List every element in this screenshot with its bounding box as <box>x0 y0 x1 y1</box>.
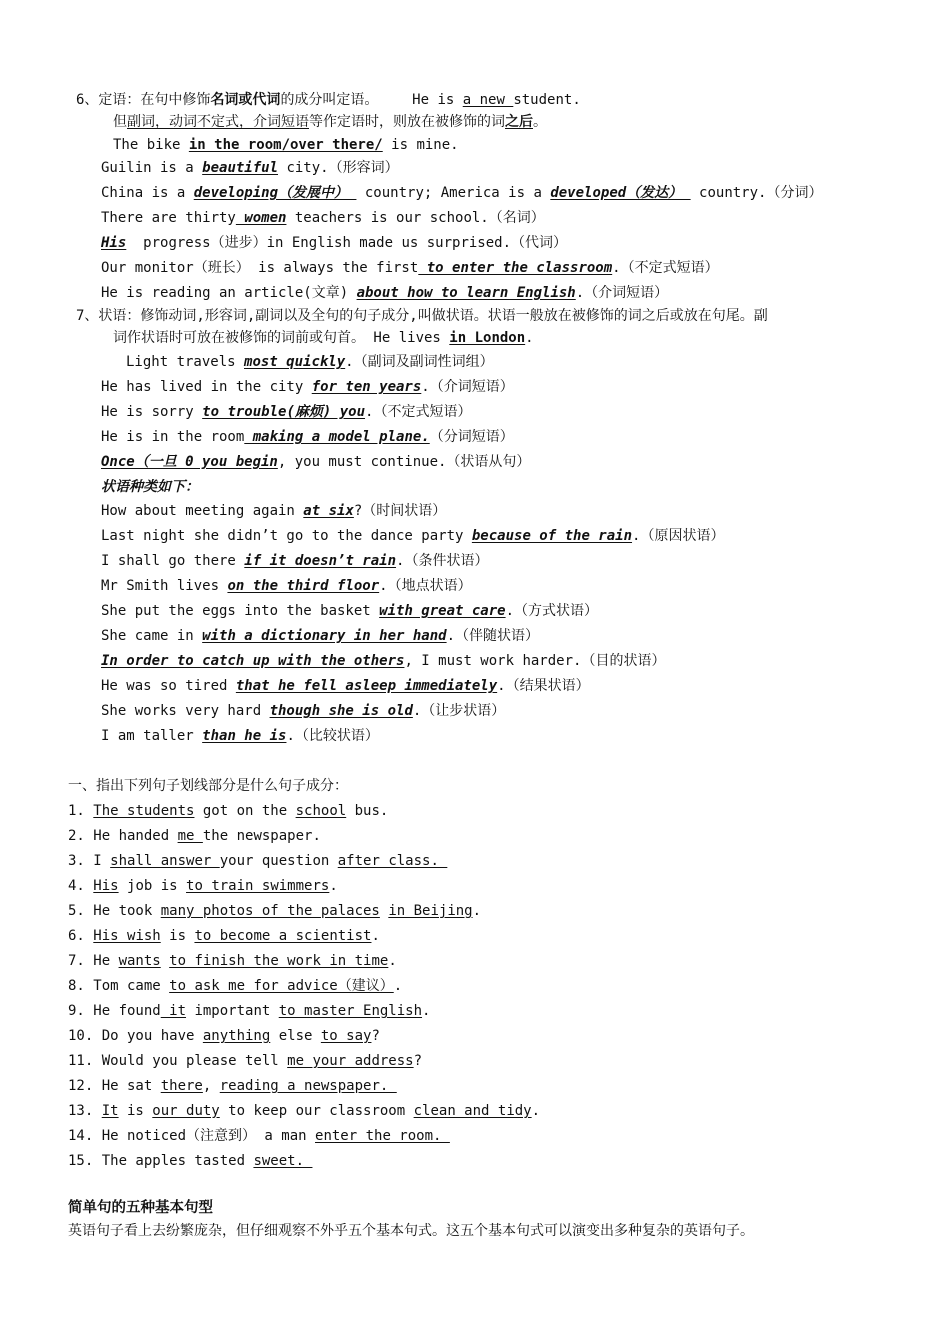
text-line <box>101 208 545 228</box>
underlined-phrase: if it doesn’t rain <box>244 553 397 569</box>
underlined-phrase: to become a scientist <box>194 928 372 944</box>
text-line <box>68 801 388 821</box>
text-segment: 的成分叫定语。 He is <box>280 92 463 108</box>
underlined-phrase: to train swimmers <box>186 878 330 894</box>
text-segment: ? <box>371 1028 380 1044</box>
text-segment: 等作定语时，则放在被修饰的词 <box>309 114 505 130</box>
text-segment: country; America is a <box>356 185 551 201</box>
text-line <box>68 776 348 796</box>
text-segment: .（原因状语） <box>632 528 725 544</box>
underlined-phrase: after class. <box>337 853 448 869</box>
underlined-phrase: to trouble(麻烦) you <box>202 404 366 420</box>
underlined-phrase: there <box>160 1078 203 1094</box>
text-segment: to keep our classroom <box>219 1103 414 1119</box>
text-line <box>68 1076 397 1096</box>
text-line <box>101 551 488 571</box>
text-segment: 11. Would you please tell <box>68 1053 288 1069</box>
text-line <box>101 526 724 546</box>
text-line <box>101 651 665 671</box>
text-segment: Our monitor（班长） is always the first <box>101 260 419 276</box>
text-line <box>101 701 505 721</box>
underlined-phrase: because of the rain <box>471 528 633 544</box>
text-line <box>68 876 338 896</box>
text-segment: 名词或代词 <box>210 92 281 108</box>
text-segment: . <box>531 1103 541 1119</box>
underlined-phrase: clean and tidy <box>413 1103 532 1119</box>
text-segment: . <box>525 330 534 346</box>
text-line <box>68 1051 422 1071</box>
text-line <box>101 601 598 621</box>
text-segment: bus. <box>346 803 389 819</box>
text-segment: teachers is our school.（名词） <box>286 210 545 226</box>
text-segment: He has lived in the city <box>101 379 312 395</box>
underlined-phrase: beautiful <box>202 160 279 176</box>
text-segment: 2. He handed <box>68 828 178 844</box>
underlined-phrase: at six <box>303 503 354 519</box>
text-line <box>101 377 514 397</box>
text-segment: ?（时间状语） <box>353 503 447 519</box>
underlined-phrase: school <box>295 803 347 819</box>
text-segment: I shall go there <box>101 553 245 569</box>
text-segment: She came in <box>101 628 203 644</box>
text-line <box>113 135 459 155</box>
text-segment <box>161 953 169 969</box>
text-segment: .（介词短语） <box>575 285 669 301</box>
text-segment: .（不定式短语） <box>612 260 719 276</box>
text-segment: is mine. <box>382 137 459 153</box>
text-segment: .（方式状语） <box>505 603 599 619</box>
text-line <box>101 626 539 646</box>
underlined-phrase: most quickly <box>244 354 346 370</box>
underlined-phrase: His wish <box>93 928 161 944</box>
text-line <box>68 976 402 996</box>
text-segment: . <box>422 1003 431 1019</box>
underlined-phrase: on the third floor <box>227 578 380 594</box>
text-segment: Last night she didn’t go to the dance party <box>101 528 472 544</box>
underlined-phrase: to say <box>320 1028 372 1044</box>
underlined-phrase: reading a newspaper. <box>219 1078 397 1094</box>
underlined-phrase: wants <box>118 953 161 969</box>
text-segment: 1. <box>68 803 94 819</box>
text-segment: .（副词及副词性词组） <box>345 354 494 370</box>
underlined-phrase: 副词，动词不定式，介词短语 <box>127 114 309 130</box>
text-line <box>68 901 481 921</box>
underlined-phrase: in Beijing <box>388 903 473 919</box>
underlined-phrase: women <box>235 210 287 226</box>
text-segment: . <box>329 878 338 894</box>
underlined-phrase: His <box>93 878 119 894</box>
text-segment: 5. He took <box>68 903 161 919</box>
text-segment: （分词短语） <box>429 429 514 445</box>
text-segment: The bike <box>113 137 189 153</box>
underlined-phrase: His <box>101 235 127 251</box>
text-segment: else <box>270 1028 321 1044</box>
text-line <box>101 233 567 253</box>
underlined-phrase: in London <box>449 330 526 346</box>
underlined-phrase: The students <box>93 803 195 819</box>
text-segment: is <box>118 1103 153 1119</box>
text-segment: , I must work harder.（目的状语） <box>404 653 666 669</box>
text-segment: China is a <box>101 185 194 201</box>
text-segment: 词作状语时可放在被修饰的词前或句首。 He lives <box>113 330 450 346</box>
text-segment: He is in the room <box>101 429 245 445</box>
text-line <box>68 1026 380 1046</box>
text-segment: .（不定式短语） <box>365 404 472 420</box>
text-segment: ? <box>413 1053 423 1069</box>
section-paragraph: 英语句子看上去纷繁庞杂，但仔细观察不外乎五个基本句式。这五个基本句式可以演变出多种复杂的英语句子。 <box>68 1223 754 1239</box>
text-segment: student. <box>513 92 581 108</box>
text-segment: 12. He sat <box>68 1078 161 1094</box>
text-line <box>101 427 514 447</box>
underlined-phrase: our duty <box>152 1103 220 1119</box>
text-line <box>101 477 199 497</box>
text-segment: .（条件状语） <box>396 553 489 569</box>
text-segment: 3. I <box>68 853 111 869</box>
text-segment: 15. The apples tasted <box>68 1153 254 1169</box>
text-segment: 9. He found <box>68 1003 161 1019</box>
underlined-phrase: developing（发展中） <box>193 185 357 201</box>
text-segment: Guilin is a <box>101 160 203 176</box>
text-segment: . <box>388 953 397 969</box>
text-segment: 。 <box>533 114 547 130</box>
text-segment: 但 <box>113 114 127 130</box>
text-segment: job is <box>118 878 187 894</box>
text-segment: 10. Do you have <box>68 1028 203 1044</box>
section-heading: 简单句的五种基本句型 <box>68 1200 213 1216</box>
underlined-phrase: than he is <box>202 728 287 744</box>
underlined-phrase: with a dictionary in her hand <box>202 628 447 644</box>
text-line <box>101 452 530 472</box>
text-line <box>68 926 380 946</box>
text-segment: He is reading an article(文章) <box>101 285 357 301</box>
underlined-phrase: It <box>101 1103 119 1119</box>
text-line <box>113 328 534 348</box>
text-segment: 4. <box>68 878 94 894</box>
text-segment: is <box>160 928 195 944</box>
text-segment: , you must continue.（状语从句） <box>277 454 531 470</box>
text-line <box>101 726 379 746</box>
text-segment: I am taller <box>101 728 203 744</box>
text-line <box>101 501 446 521</box>
underlined-phrase: for ten years <box>311 379 422 395</box>
text-segment: progress（进步）in English made us surprised.（代词） <box>126 235 568 251</box>
text-segment: Light travels <box>126 354 245 370</box>
text-segment: Mr Smith lives <box>101 578 228 594</box>
underlined-phrase: sweet. <box>253 1153 313 1169</box>
underlined-phrase: to master English <box>278 1003 423 1019</box>
text-segment: She put the eggs into the basket <box>101 603 380 619</box>
text-line <box>101 158 399 178</box>
text-segment: , <box>202 1078 220 1094</box>
text-line <box>76 90 581 110</box>
text-segment: He was so tired <box>101 678 236 694</box>
underlined-phrase: that he fell asleep immediately <box>235 678 498 694</box>
text-line <box>76 306 768 326</box>
underlined-phrase: me your address <box>287 1053 414 1069</box>
text-segment: 6. <box>68 928 94 944</box>
text-segment: country.（分词） <box>690 185 823 201</box>
underlined-phrase: many photos of the palaces <box>160 903 380 919</box>
text-segment: 7、状语：修饰动词,形容词,副词以及全句的句子成分,叫做状语。状语一般放在被修饰的词之后或放在句尾。副 <box>76 308 768 324</box>
text-segment: .（结果状语） <box>497 678 590 694</box>
text-segment: .（伴随状语） <box>446 628 540 644</box>
text-line <box>101 402 471 422</box>
underlined-phrase: a new <box>462 92 514 108</box>
text-segment: 6、定语：在句中修饰 <box>76 92 211 108</box>
text-segment: .（地点状语） <box>379 578 472 594</box>
underlined-phrase: it <box>160 1003 187 1019</box>
text-segment: .（比较状语） <box>286 728 379 744</box>
text-line <box>68 851 447 871</box>
text-line <box>68 826 321 846</box>
text-segment: . <box>371 928 380 944</box>
underlined-phrase: 之后 <box>505 114 533 130</box>
text-line <box>68 951 397 971</box>
text-segment: 状语种类如下： <box>101 479 199 495</box>
text-segment: .（让步状语） <box>412 703 506 719</box>
underlined-phrase: In order to catch up with the others <box>101 653 405 669</box>
text-segment: city.（形容词） <box>278 160 399 176</box>
text-line <box>101 576 472 596</box>
text-line <box>101 258 719 278</box>
text-segment: 14. He noticed（注意到） a man <box>68 1128 316 1144</box>
text-segment: . <box>472 903 482 919</box>
text-segment: the newspaper. <box>202 828 321 844</box>
text-line <box>101 283 668 303</box>
text-segment: He is sorry <box>101 404 203 420</box>
underlined-phrase: anything <box>202 1028 271 1044</box>
text-line <box>68 1001 430 1021</box>
underlined-phrase: with great care <box>379 603 506 619</box>
text-segment: 8. Tom came <box>68 978 170 994</box>
underlined-phrase: to enter the classroom <box>418 260 613 276</box>
underlined-phrase: in the room/over there/ <box>188 137 383 153</box>
text-segment: 7. He <box>68 953 119 969</box>
underlined-phrase: making a model plane. <box>244 429 430 445</box>
text-line <box>68 1126 450 1146</box>
text-line <box>126 352 494 372</box>
text-segment: 13. <box>68 1103 102 1119</box>
text-line <box>113 112 547 132</box>
underlined-phrase: to ask me for advice（建议） <box>169 978 394 994</box>
text-segment: got on the <box>194 803 296 819</box>
text-segment: your question <box>219 853 338 869</box>
text-segment: There are thirty <box>101 210 236 226</box>
underlined-phrase: about how to learn English <box>356 285 576 301</box>
text-segment: 一、指出下列句子划线部分是什么句子成分： <box>68 778 348 794</box>
text-segment: She works very hard <box>101 703 270 719</box>
underlined-phrase: to finish the work in time <box>169 953 389 969</box>
text-line <box>101 183 822 203</box>
underlined-phrase: though she is old <box>269 703 413 719</box>
text-segment: How about meeting again <box>101 503 304 519</box>
underlined-phrase: Once（一旦 0 you begin <box>101 454 278 470</box>
text-line <box>101 676 590 696</box>
underlined-phrase: enter the room. <box>315 1128 450 1144</box>
underlined-phrase: developed（发达） <box>550 185 691 201</box>
text-line <box>68 1101 540 1121</box>
text-segment: .（介词短语） <box>421 379 514 395</box>
underlined-phrase: me <box>177 828 203 844</box>
text-segment: . <box>393 978 403 994</box>
text-line <box>68 1151 312 1171</box>
underlined-phrase: shall answer <box>110 853 220 869</box>
text-segment: important <box>186 1003 279 1019</box>
